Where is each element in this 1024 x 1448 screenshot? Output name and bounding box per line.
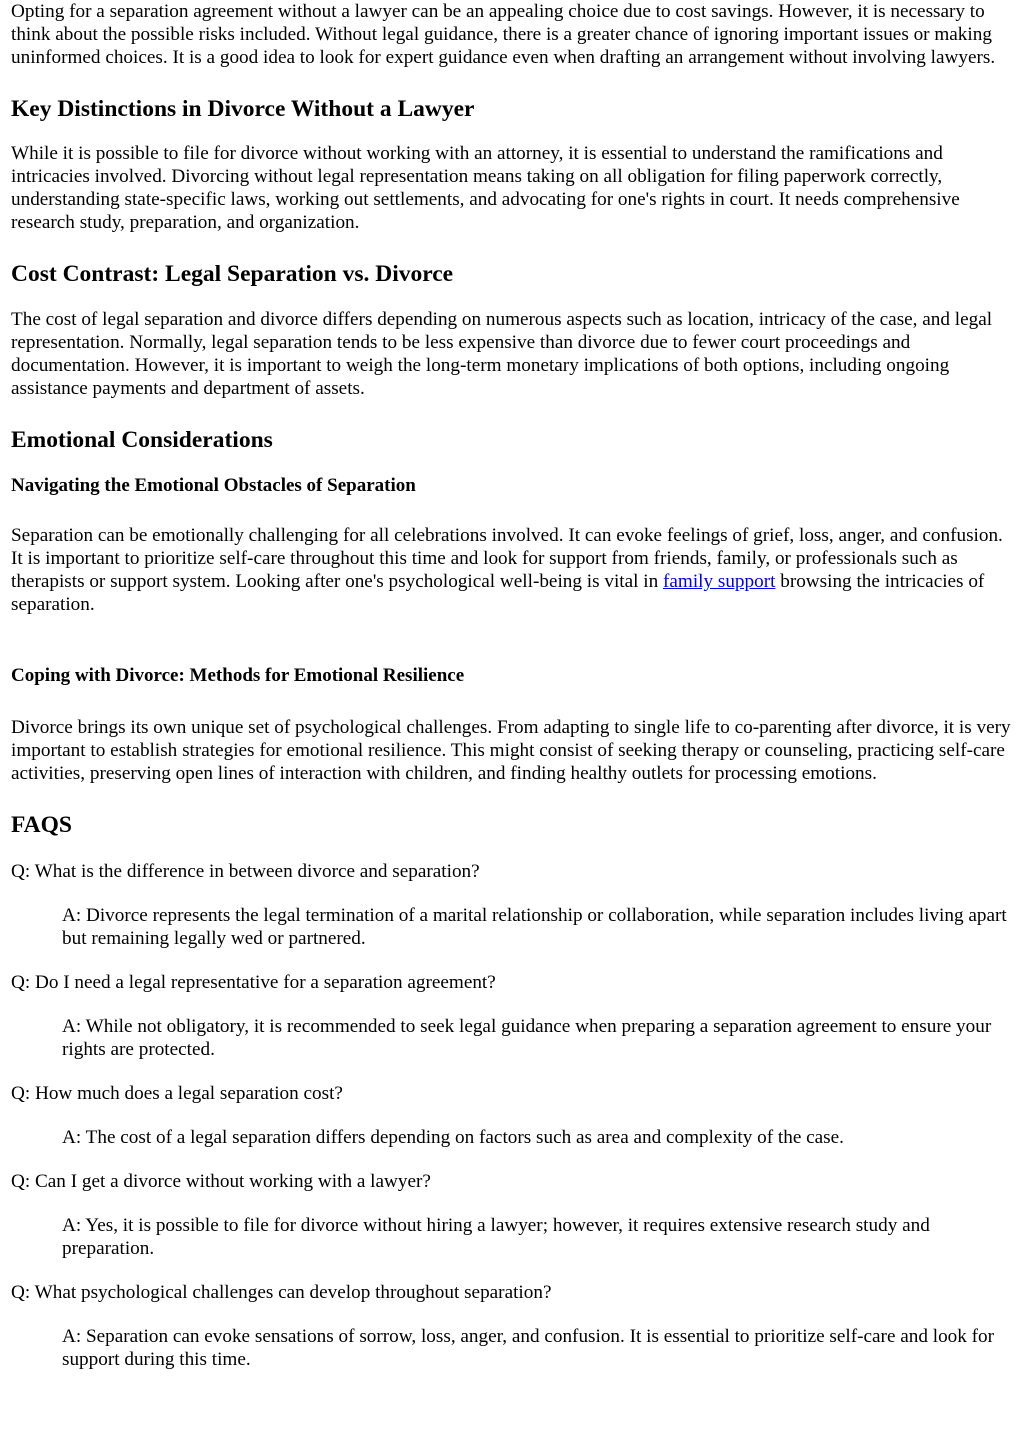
emotional-obstacles-text-start: Separation can be emotionally challenging for all celebrations involved. It can evoke feelings of grief, loss, anger, and confusion. It is important to prioritize self-care throughout this time and look for support from friends, family, or professionals such as therapists or support system. Looking after one's psychological well-being is vital in — [11, 525, 1003, 592]
emotional-considerations-heading: Emotional Considerations — [11, 427, 273, 453]
key-distinctions-heading: Key Distinctions in Divorce Without a Lawyer — [11, 96, 475, 122]
cost-contrast-heading: Cost Contrast: Legal Separation vs. Divorce — [11, 261, 454, 287]
faq-list — [11, 860, 1013, 1371]
family-support-link[interactable]: family support — [662, 571, 776, 592]
emotional-obstacles-text-end: browsing the intricacies of separation. — [11, 571, 985, 615]
faq-question: Q: What psychological challenges can develop throughout separation? — [11, 1282, 552, 1303]
intro-paragraph: Opting for a separation agreement without a lawyer can be an appealing choice due to cost savings. However, it is necessary to think about the possible risks included. Without legal guidance, there is a greater chance of ignoring important issues or making uninformed choices. It is a good idea to look for expert guidance even when drafting an arrangement without involving lawyers. — [11, 1, 996, 68]
faq-answer: A: Separation can evoke sensations of sorrow, loss, anger, and confusion. It is essential to prioritize self-care and look for support during this time. — [62, 1326, 995, 1370]
faqs-heading: FAQS — [11, 812, 72, 838]
cost-contrast-paragraph: The cost of legal separation and divorce differs depending on numerous aspects such as location, intricacy of the case, and legal representation. Normally, legal separation tends to be less expensive than divorce due to fewer court proceedings and documentation. However, it is important to weigh the long-term monetary implications of both options, including ongoing assistance payments and department of assets. — [11, 309, 993, 399]
coping-with-divorce-subheading: Coping with Divorce: Methods for Emotional Resilience — [11, 665, 465, 686]
faq-answer: A: The cost of a legal separation differs depending on factors such as area and complexity of the case. — [62, 1127, 844, 1148]
faq-question: Q: Do I need a legal representative for a separation agreement? — [11, 972, 496, 993]
faq-answer: A: Divorce represents the legal termination of a marital relationship or collaboration, while separation includes living apart but remaining legally wed or partnered. — [62, 905, 1007, 949]
faq-answer: A: While not obligatory, it is recommended to seek legal guidance when preparing a separation agreement to ensure your rights are protected. — [62, 1016, 992, 1060]
emotional-obstacles-subheading: Navigating the Emotional Obstacles of Separation — [11, 475, 416, 496]
coping-with-divorce-paragraph: Divorce brings its own unique set of psychological challenges. From adapting to single life to co-parenting after divorce, it is very important to establish strategies for emotional resilience. This might consist of seeking therapy or counseling, practicing self-care activities, preserving open lines of interaction with children, and finding healthy outlets for processing emotions. — [11, 717, 1011, 784]
faq-question: Q: Can I get a divorce without working with a lawyer? — [11, 1171, 431, 1192]
faq-answer: A: Yes, it is possible to file for divorce without hiring a lawyer; however, it requires extensive research study and preparation. — [62, 1215, 930, 1259]
key-distinctions-paragraph: While it is possible to file for divorce without working with an attorney, it is essential to understand the ramifications and intricacies involved. Divorcing without legal representation means taking on all obligation for filing paperwork correctly, understanding state-specific laws, working out settlements, and advocating for one's rights in court. It needs comprehensive research study, preparation, and organization. — [11, 143, 960, 233]
faq-question: Q: How much does a legal separation cost? — [11, 1083, 343, 1104]
emotional-obstacles-paragraph — [11, 524, 1013, 616]
faq-question: Q: What is the difference in between divorce and separation? — [11, 861, 480, 882]
